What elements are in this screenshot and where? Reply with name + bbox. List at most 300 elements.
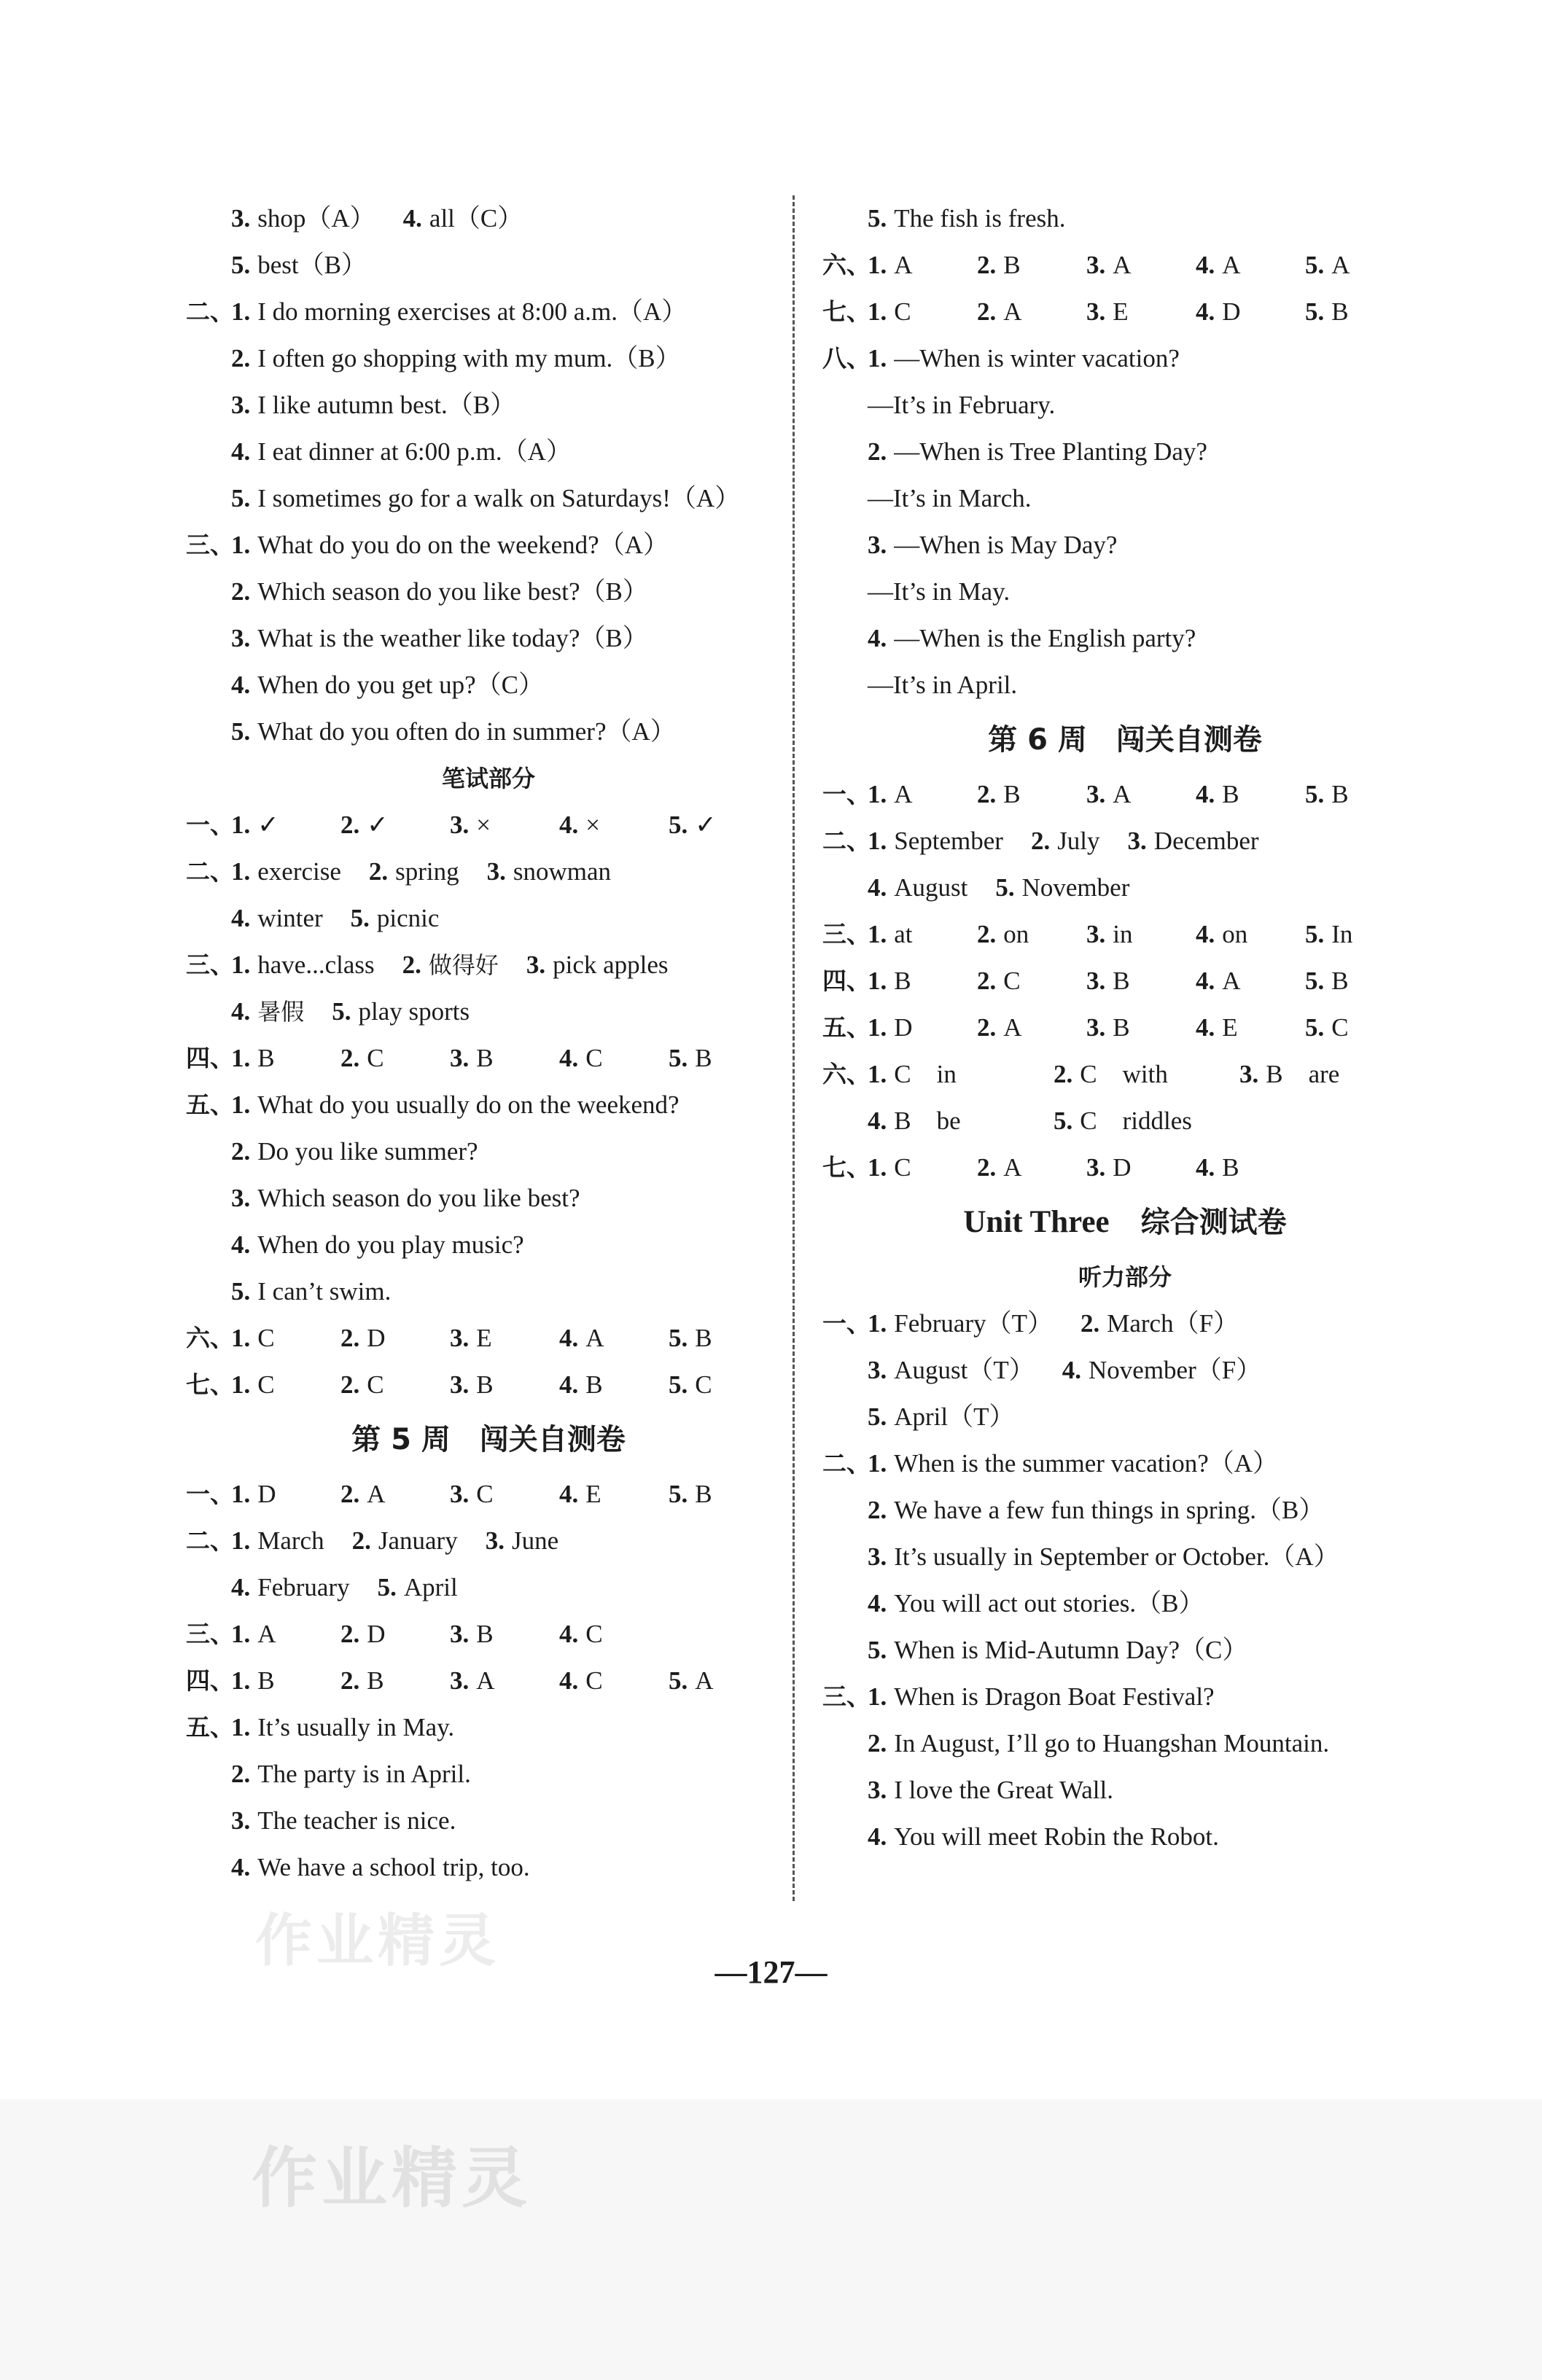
item-number: 1. xyxy=(231,1090,251,1119)
answer-text: ✓ xyxy=(257,811,279,839)
item-number: 5. xyxy=(1305,251,1325,279)
item-number: 5. xyxy=(868,204,887,233)
answer-text: B xyxy=(1113,967,1130,995)
item-number: 2. xyxy=(231,1760,251,1788)
item-number: 1. xyxy=(231,1480,251,1508)
answer-item xyxy=(403,195,523,242)
answer-line xyxy=(822,1394,1428,1440)
answer-line xyxy=(186,382,791,429)
section-marker: 二、 xyxy=(822,1449,871,1478)
answer-item xyxy=(231,1751,471,1798)
item-number: 1. xyxy=(868,1153,887,1182)
item-number: 5. xyxy=(231,484,251,512)
item-number: 2. xyxy=(340,811,360,839)
section-marker: 五、 xyxy=(186,1713,234,1741)
item-number: 3. xyxy=(1086,920,1106,948)
item-number: 4. xyxy=(559,1666,579,1695)
answer-line xyxy=(186,988,791,1035)
answer-item xyxy=(1086,1004,1181,1051)
answer-text: C xyxy=(894,297,911,326)
item-number: 2. xyxy=(977,297,997,326)
answer-item xyxy=(352,1518,458,1564)
item-number: 1. xyxy=(231,1666,251,1695)
section-marker: 三、 xyxy=(186,951,234,979)
answer-item xyxy=(1086,771,1181,818)
item-number: 1. xyxy=(231,1620,251,1648)
item-number: 4. xyxy=(1196,967,1215,995)
answer-line xyxy=(186,242,791,289)
section-marker: 二、 xyxy=(186,1526,234,1555)
answer-line xyxy=(186,1128,791,1175)
item-number: 5. xyxy=(868,1636,887,1664)
item-number: 4. xyxy=(559,1044,579,1072)
answer-item xyxy=(669,1315,763,1362)
answer-item xyxy=(1062,1347,1261,1394)
item-number: 2. xyxy=(1080,1309,1100,1338)
answer-text: When do you play music? xyxy=(257,1230,524,1259)
answer-text: ✓ xyxy=(695,811,717,839)
item-number: 3. xyxy=(450,1666,470,1695)
answer-text: November xyxy=(1021,873,1130,902)
item-number: 1. xyxy=(868,1682,887,1711)
answer-item xyxy=(526,942,669,988)
answer-line xyxy=(186,1175,791,1222)
answer-line xyxy=(822,1004,1428,1051)
answer-text: winter xyxy=(257,904,323,932)
answer-item xyxy=(1086,1144,1181,1191)
answer-text: What do you usually do on the weekend? xyxy=(257,1090,680,1119)
answer-item xyxy=(868,1300,1053,1347)
answer-text: 暑假 xyxy=(257,998,305,1026)
answer-text: shop（A） xyxy=(257,204,375,233)
answer-line xyxy=(186,429,791,475)
answer-text: The party is in April. xyxy=(257,1760,471,1788)
answer-text: E xyxy=(1222,1013,1238,1042)
answer-text: August xyxy=(894,873,968,902)
item-number: 4. xyxy=(1062,1356,1082,1384)
answer-text: You will act out stories.（B） xyxy=(894,1589,1204,1618)
answer-line xyxy=(822,771,1428,818)
answer-item xyxy=(340,1362,435,1408)
answer-item xyxy=(995,865,1129,911)
answer-item xyxy=(559,1611,654,1658)
item-number: 4. xyxy=(231,997,251,1026)
answer-line xyxy=(186,1611,791,1658)
answer-item xyxy=(669,1658,763,1704)
item-number: 5. xyxy=(995,873,1015,902)
answer-item xyxy=(977,911,1072,958)
answer-item xyxy=(231,1518,324,1564)
answer-line xyxy=(822,1300,1428,1347)
answer-text: When is the summer vacation?（A） xyxy=(894,1449,1279,1478)
answer-item xyxy=(868,1767,1113,1814)
item-number: 4. xyxy=(231,437,251,466)
answer-text: B xyxy=(1113,1013,1130,1042)
item-number: 4. xyxy=(1196,297,1215,326)
answer-item xyxy=(231,1704,454,1751)
answer-text: —It’s in March. xyxy=(868,484,1032,512)
answer-text: November（F） xyxy=(1089,1356,1262,1384)
answer-text: C xyxy=(585,1620,603,1648)
answer-text: March（F） xyxy=(1107,1309,1239,1338)
answer-text: —It’s in May. xyxy=(868,577,1011,606)
answer-text: August（T） xyxy=(894,1356,1035,1384)
answer-text: The fish is fresh. xyxy=(894,204,1066,233)
item-number: 4. xyxy=(559,1620,579,1648)
answer-line xyxy=(186,802,791,848)
answer-line xyxy=(822,1534,1428,1580)
item-number: 4. xyxy=(868,1107,887,1135)
answer-line xyxy=(186,1035,791,1082)
answer-line xyxy=(822,1627,1428,1674)
answer-item xyxy=(559,1315,654,1362)
answer-item xyxy=(669,802,763,848)
answer-text: C xyxy=(367,1044,384,1072)
item-number: 3. xyxy=(450,1480,470,1508)
answer-text: B xyxy=(1331,780,1349,808)
answer-text: B are xyxy=(1266,1060,1340,1088)
answer-item xyxy=(868,1144,962,1191)
section-marker: 二、 xyxy=(822,827,871,855)
answer-item xyxy=(340,1658,435,1704)
answer-item xyxy=(1196,242,1290,289)
answer-text: January xyxy=(378,1526,458,1555)
item-number: 4. xyxy=(231,1230,251,1259)
answer-text: Which season do you like best? xyxy=(257,1184,580,1212)
answer-text: × xyxy=(476,811,491,839)
answer-line xyxy=(186,1798,791,1844)
section-marker: 三、 xyxy=(822,920,871,948)
answer-text: on xyxy=(1222,920,1248,948)
answer-text: The teacher is nice. xyxy=(257,1806,456,1835)
answer-item xyxy=(1086,911,1181,958)
answer-item xyxy=(868,865,967,911)
answer-text: I often go shopping with my mum.（B） xyxy=(257,344,681,372)
item-number: 2. xyxy=(977,920,997,948)
answer-item xyxy=(231,1844,530,1891)
answer-text: C xyxy=(894,1153,911,1182)
answer-item xyxy=(868,1440,1278,1487)
watermark: 作业精灵 xyxy=(252,2140,531,2217)
section-subheading: 笔试部分 xyxy=(441,765,535,792)
answer-line xyxy=(186,1268,791,1315)
section-heading: Unit Three 综合测试卷 xyxy=(963,1205,1287,1239)
answer-text: April xyxy=(403,1573,458,1601)
answer-text: E xyxy=(585,1480,601,1508)
answer-text: E xyxy=(1113,297,1129,326)
answer-text: 做得好 xyxy=(428,951,499,979)
answer-text: A xyxy=(1003,1013,1022,1042)
answer-line xyxy=(822,1347,1428,1394)
answer-text: ✓ xyxy=(367,811,389,839)
answer-item xyxy=(231,615,648,662)
answer-item xyxy=(231,242,367,289)
section-marker: 五、 xyxy=(186,1090,234,1119)
item-number: 5. xyxy=(669,1666,688,1695)
answer-text: February xyxy=(257,1573,350,1601)
answer-item xyxy=(231,1471,326,1518)
answer-item xyxy=(868,1004,962,1051)
answer-text: What is the weather like today?（B） xyxy=(257,624,648,652)
item-number: 2. xyxy=(977,1153,997,1182)
answer-text: April（T） xyxy=(894,1402,1015,1431)
item-number: 5. xyxy=(1305,297,1325,326)
answer-text: B xyxy=(1331,297,1349,326)
item-number: 1. xyxy=(231,297,251,326)
answer-text: What do you often do in summer?（A） xyxy=(257,717,676,746)
answer-text: —When is Tree Planting Day? xyxy=(894,437,1207,466)
answer-text: C in xyxy=(894,1060,957,1088)
answer-text: March xyxy=(257,1526,324,1555)
answer-item xyxy=(231,195,375,242)
answer-text: Which season do you like best?（B） xyxy=(257,577,648,606)
section-marker: 一、 xyxy=(186,1480,234,1508)
page-bottom-margin xyxy=(0,2099,1542,2380)
answer-text: In August, I’ll go to Huangshan Mountain. xyxy=(894,1729,1330,1757)
answer-line xyxy=(822,615,1428,662)
answer-text: I sometimes go for a walk on Saturdays!（A） xyxy=(257,484,741,512)
item-number: 3. xyxy=(868,1776,887,1804)
answer-item xyxy=(231,569,648,615)
answer-text: When is Dragon Boat Festival? xyxy=(894,1682,1215,1711)
answer-text: all（C） xyxy=(429,204,523,233)
answer-item xyxy=(1239,1051,1407,1098)
answer-text: A xyxy=(1222,967,1241,995)
item-number: 3. xyxy=(231,1806,251,1835)
item-number: 2. xyxy=(868,437,887,466)
answer-line xyxy=(186,1518,791,1564)
answer-item xyxy=(559,1658,654,1704)
answer-item xyxy=(1196,911,1290,958)
watermark: 作业精灵 xyxy=(255,1908,501,1974)
item-number: 4. xyxy=(559,1370,579,1399)
answer-item xyxy=(868,771,962,818)
answer-text: You will meet Robin the Robot. xyxy=(894,1822,1219,1851)
answer-text: C xyxy=(1003,967,1021,995)
item-number: 4. xyxy=(402,204,422,233)
section-marker: 六、 xyxy=(822,1060,871,1088)
section-marker: 一、 xyxy=(822,1309,871,1338)
item-number: 5. xyxy=(231,717,251,746)
item-number: 5. xyxy=(231,1277,251,1306)
section-marker: 二、 xyxy=(186,297,234,326)
answer-text: C xyxy=(695,1370,712,1399)
answer-line xyxy=(186,289,791,335)
answer-line xyxy=(822,522,1428,569)
answer-item xyxy=(231,942,375,988)
answer-text: × xyxy=(585,811,600,839)
answer-line xyxy=(822,1144,1428,1191)
answer-item xyxy=(231,1268,391,1315)
answer-item xyxy=(450,1315,545,1362)
section-heading: 第 6 周 闯关自测卷 xyxy=(988,723,1262,757)
answer-line xyxy=(186,1082,791,1128)
answer-line xyxy=(822,1720,1428,1767)
answer-text: on xyxy=(1003,920,1029,948)
answer-item xyxy=(868,818,1003,865)
item-number: 1. xyxy=(868,344,887,372)
answer-item xyxy=(868,1347,1035,1394)
answer-item xyxy=(231,1035,326,1082)
answer-text: D xyxy=(367,1324,386,1352)
item-number: 1. xyxy=(868,780,887,808)
answer-item xyxy=(1196,289,1290,335)
answer-item xyxy=(1080,1300,1239,1347)
answer-text: A xyxy=(1113,780,1132,808)
answer-line xyxy=(822,865,1428,911)
item-number: 2. xyxy=(340,1324,360,1352)
answer-text: in xyxy=(1113,920,1133,948)
answer-item xyxy=(868,242,962,289)
answer-text: B xyxy=(1003,251,1021,279)
answer-text: D xyxy=(257,1480,276,1508)
item-number: 1. xyxy=(231,1713,251,1741)
answer-item xyxy=(231,802,326,848)
answer-text: play sports xyxy=(358,997,470,1026)
answer-line xyxy=(822,1580,1428,1627)
item-number: 1. xyxy=(868,827,887,855)
answer-text: C xyxy=(476,1480,494,1508)
item-number: 5. xyxy=(231,251,251,279)
answer-item xyxy=(868,1674,1215,1720)
answer-item xyxy=(231,662,544,709)
answer-text: E xyxy=(476,1324,492,1352)
answer-item xyxy=(487,848,611,895)
item-number: 1. xyxy=(231,811,251,839)
answer-line xyxy=(822,195,1428,242)
item-number: 2. xyxy=(340,1666,360,1695)
section-marker: 五、 xyxy=(822,1013,871,1042)
item-number: 3. xyxy=(450,1370,470,1399)
answer-item xyxy=(868,1051,1035,1098)
item-number: 1. xyxy=(231,857,251,886)
answer-text: picnic xyxy=(376,904,440,932)
answer-line xyxy=(822,818,1428,865)
answer-text: at xyxy=(894,920,913,948)
section-marker: 二、 xyxy=(186,857,234,886)
answer-text: B xyxy=(367,1666,384,1695)
answer-text: I love the Great Wall. xyxy=(894,1776,1113,1804)
left-column xyxy=(186,195,791,1891)
answer-text: —It’s in February. xyxy=(868,391,1056,419)
answer-line xyxy=(186,1751,791,1798)
item-number: 2. xyxy=(340,1480,360,1508)
answer-text: exercise xyxy=(257,857,341,886)
answer-item xyxy=(1086,289,1181,335)
answer-text: B xyxy=(585,1370,603,1399)
section-marker: 四、 xyxy=(186,1044,234,1072)
answer-text: C xyxy=(367,1370,384,1399)
answer-item xyxy=(977,1144,1072,1191)
answer-item xyxy=(486,1518,558,1564)
answer-text: A xyxy=(257,1620,276,1648)
answer-text: C with xyxy=(1080,1060,1168,1088)
answer-text: B xyxy=(1222,780,1239,808)
answer-item xyxy=(868,382,1055,429)
answer-line xyxy=(186,1704,791,1751)
answer-item xyxy=(868,1580,1204,1627)
answer-item xyxy=(868,1627,1247,1674)
answer-text: It’s usually in September or October.（A） xyxy=(894,1542,1339,1571)
answer-text: spring xyxy=(395,857,459,886)
answer-item xyxy=(868,1814,1219,1860)
answer-item xyxy=(231,1564,350,1611)
answer-text: B xyxy=(894,967,911,995)
answer-item xyxy=(450,1035,545,1082)
item-number: 3. xyxy=(231,204,251,233)
item-number: 5. xyxy=(1305,1013,1325,1042)
answer-text: When is Mid-Autumn Day?（C） xyxy=(894,1636,1248,1664)
answer-item xyxy=(340,802,435,848)
answer-item xyxy=(231,1798,456,1844)
item-number: 3. xyxy=(526,951,546,979)
section-marker: 六、 xyxy=(822,251,871,279)
item-number: 5. xyxy=(868,1402,887,1431)
answer-item xyxy=(1305,958,1400,1004)
answer-item xyxy=(450,1362,545,1408)
answer-text: A xyxy=(585,1324,604,1352)
item-number: 2. xyxy=(977,1013,997,1042)
item-number: 1. xyxy=(231,1370,251,1399)
item-number: 2. xyxy=(340,1370,360,1399)
answer-text: A xyxy=(894,780,913,808)
item-number: 4. xyxy=(868,1822,887,1851)
answer-item xyxy=(559,1362,654,1408)
answer-item xyxy=(1305,289,1400,335)
item-number: 5. xyxy=(669,811,688,839)
item-number: 4. xyxy=(868,1589,887,1618)
section-marker: 七、 xyxy=(822,297,871,326)
section-marker: 四、 xyxy=(186,1666,234,1695)
answer-text: Do you like summer? xyxy=(257,1137,478,1166)
answer-item xyxy=(231,709,676,755)
answer-text: A xyxy=(476,1666,495,1695)
item-number: 2. xyxy=(340,1620,360,1648)
answer-item xyxy=(1196,958,1290,1004)
answer-item xyxy=(868,1534,1339,1580)
item-number: 1. xyxy=(231,1324,251,1352)
answer-item xyxy=(868,1487,1324,1534)
answer-text: September xyxy=(894,827,1003,855)
answer-item xyxy=(231,1658,326,1704)
answer-line xyxy=(822,1487,1428,1534)
answer-item xyxy=(1305,242,1400,289)
answer-text: C xyxy=(1331,1013,1349,1042)
answer-item xyxy=(231,429,572,475)
answer-item xyxy=(450,1471,545,1518)
section-marker: 一、 xyxy=(186,811,234,839)
item-number: 2. xyxy=(868,1496,887,1524)
answer-line xyxy=(186,195,791,242)
answer-item xyxy=(340,1611,435,1658)
answer-text: A xyxy=(1113,251,1132,279)
item-number: 4. xyxy=(559,1480,579,1508)
answer-text: C riddles xyxy=(1080,1107,1192,1135)
column-divider xyxy=(793,195,795,1901)
answer-line xyxy=(186,662,791,709)
answer-item xyxy=(231,1175,580,1222)
answer-line xyxy=(822,1051,1428,1098)
item-number: 1. xyxy=(231,1526,251,1555)
answer-text: D xyxy=(894,1013,913,1042)
item-number: 3. xyxy=(450,1044,470,1072)
answer-text: B xyxy=(257,1044,275,1072)
section-marker: 三、 xyxy=(186,531,234,559)
answer-line xyxy=(822,1098,1428,1144)
item-number: 5. xyxy=(350,904,370,932)
answer-text: A xyxy=(695,1666,714,1695)
answer-item xyxy=(1196,1144,1290,1191)
